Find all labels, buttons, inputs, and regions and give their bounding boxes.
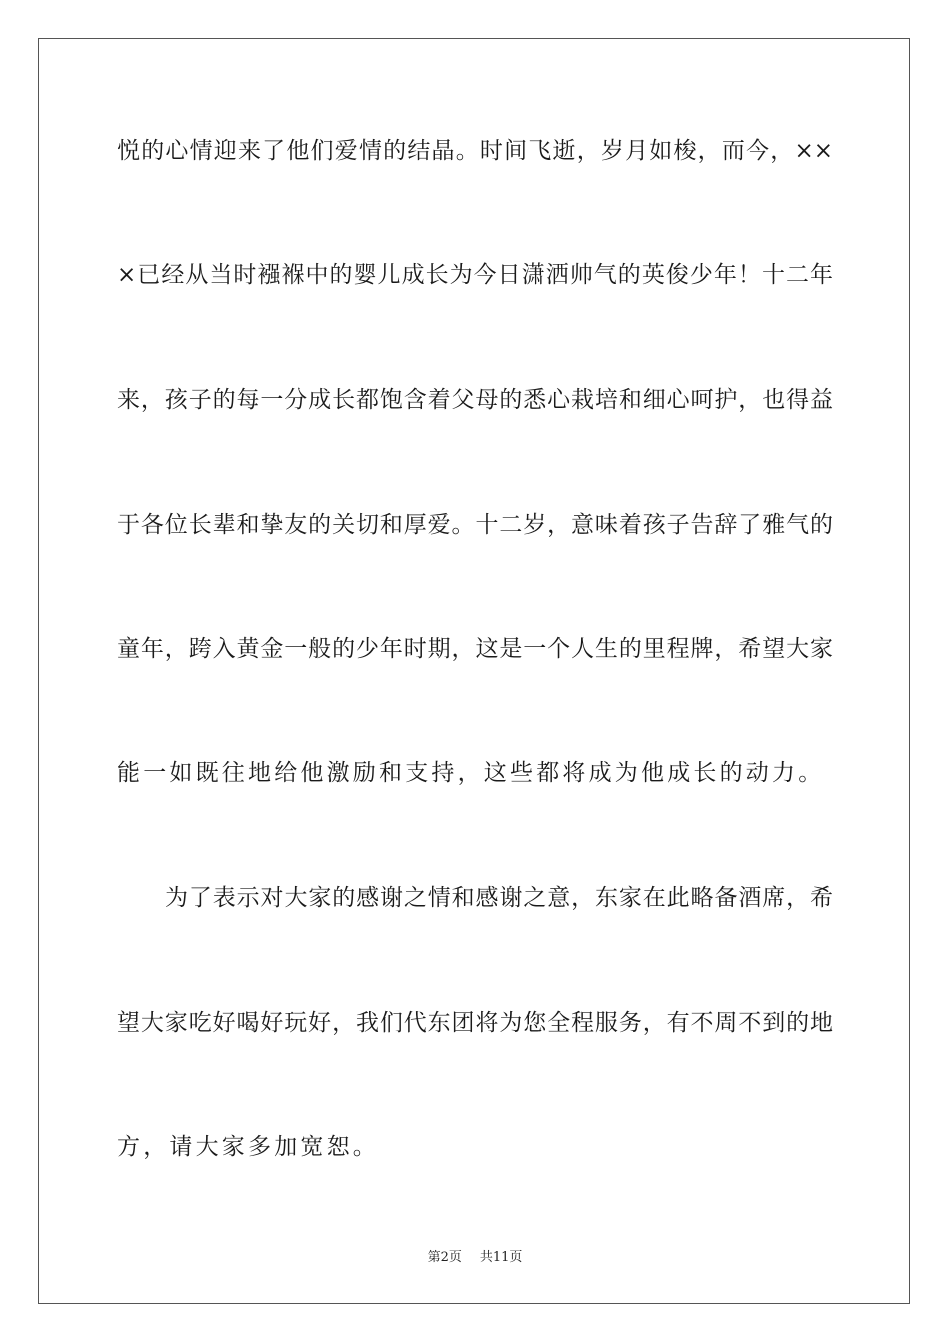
body-text-line: 童年，跨入黄金一般的少年时期，这是一个人生的里程牌，希望大家 [117, 636, 833, 662]
body-text-line: ×已经从当时襁褓中的婴儿成长为今日潇洒帅气的英俊少年！十二年 [117, 262, 833, 288]
body-text-line: 于各位长辈和挚友的关切和厚爱。十二岁，意味着孩子告辞了雅气的 [117, 512, 833, 538]
body-text-line: 为了表示对大家的感谢之情和感谢之意，东家在此略备酒席，希 [165, 885, 833, 911]
page-footer [0, 1249, 950, 1267]
page-number: 第2页 [427, 1250, 462, 1265]
body-text-line: 来，孩子的每一分成长都饱含着父母的悉心栽培和细心呵护，也得益 [117, 387, 833, 413]
body-text-line: 能一如既往地给他激励和支持，这些都将成为他成长的动力。 [117, 760, 825, 786]
page-total: 共11页 [479, 1250, 523, 1265]
body-text-line: 悦的心情迎来了他们爱情的结晶。时间飞逝，岁月如梭，而今，×× [117, 138, 833, 164]
page-frame [38, 38, 910, 1304]
body-text-line: 望大家吃好喝好玩好，我们代东团将为您全程服务，有不周不到的地 [117, 1010, 833, 1036]
body-text-line: 方，请大家多加宽恕。 [117, 1134, 379, 1160]
